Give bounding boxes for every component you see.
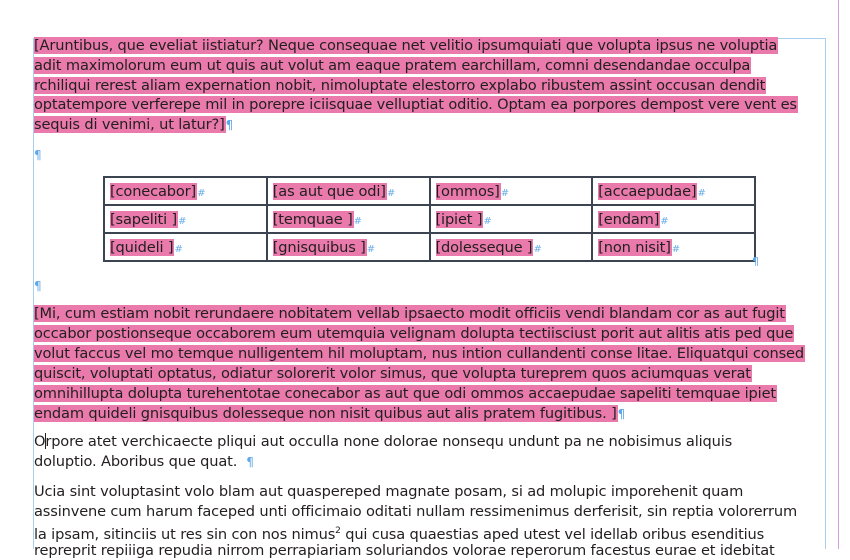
text-line: [Aruntibus, que eveliat iistiatur? Neque consequae net velitio ipsumquiati que volupta ipsus ne voluptia	[34, 37, 778, 54]
table-cell[interactable]	[592, 205, 755, 233]
text-line: [Mi, cum estiam nobit rerundaere nobitatem vellab ipsaecto modit officiis vendi blandam cor as aut fugit	[34, 305, 785, 322]
pilcrow-icon: ¶	[752, 255, 759, 268]
text-line: quiscit, voluptati optatus, odiatur solorerit volor simus, que volupta tureprem quos aciumquas verat	[34, 365, 751, 382]
table-cell[interactable]	[104, 233, 267, 261]
cell-end-icon: #	[366, 243, 375, 255]
pilcrow-icon: ¶	[34, 279, 42, 293]
text-line-partial: repreprit repiiiga repudia nirrom perrapiariam soluriandos volorae reperorum facestus eurae et idebitat	[34, 542, 775, 559]
text-line: optatempore verferepe mil in porepre iciisquae velluptiat oditio. Optam ea porpores dempost vere vent es	[34, 96, 797, 113]
cell-text: [quideli ]	[110, 238, 174, 256]
cell-text: [ipiet ]	[435, 210, 483, 228]
table-cell[interactable]	[104, 177, 267, 205]
table-cell[interactable]	[592, 233, 755, 261]
text-line: la ipsam, sitinciis ut res sin con nos nimus	[34, 525, 336, 543]
text-line: sequis di venimi, ut latur?]	[34, 116, 225, 133]
superscript: 2	[335, 526, 341, 536]
cell-text: [dolesseque ]	[435, 238, 533, 256]
text-line: assinvene cum harum faceped unti officimaio oditati nullam ressimenimus derferisit, sin reptia volorerrum	[34, 503, 798, 520]
cell-end-icon: #	[174, 243, 183, 255]
cell-text: [ommos]	[435, 182, 500, 200]
table-row	[104, 233, 755, 261]
table-cell[interactable]	[267, 177, 430, 205]
pilcrow-icon: ¶	[617, 407, 626, 421]
text-line: adit maximolorum eum ut quis aut volut am eaque pratem earchillam, comni desendandae occulpa	[34, 57, 751, 74]
cell-end-icon: #	[386, 187, 396, 199]
cell-end-icon: #	[353, 215, 362, 227]
cell-end-icon: #	[197, 187, 206, 199]
cell-end-icon: #	[697, 187, 706, 199]
text-line: omnihillupta dolupta turehentotae conecabor as aut que odi ommos accaepudae sapeliti temquae ipiet	[34, 385, 776, 402]
text-line: doluptio. Aboribus que quat.	[34, 453, 238, 470]
table-cell[interactable]	[430, 177, 593, 205]
cell-text: [gnisquibus ]	[272, 238, 366, 256]
text-line: Ucia sint voluptasint volo blam aut quaspereped magnate posam, si ad molupic imporehenit quam	[34, 483, 744, 500]
text-frame-right-edge	[825, 38, 826, 549]
text-first-char: O	[34, 433, 46, 450]
cell-end-icon: #	[178, 215, 187, 227]
text-table[interactable]	[103, 176, 756, 262]
table-row	[104, 177, 755, 205]
text-line: qui cusa quaestias aped utest vel idellab oribus esenditius	[340, 525, 765, 543]
text-line: rchiliqui rerest aliam expernation nobit, nimoluptate elestorro explabo ribustem assint occusan dendit	[34, 77, 766, 94]
pilcrow-icon: ¶	[225, 118, 234, 132]
cell-text: [endam]	[598, 210, 660, 228]
cell-text: [as aut que odi]	[272, 182, 386, 200]
cell-end-icon: #	[660, 215, 669, 227]
cell-end-icon: #	[500, 187, 509, 199]
text-line: endam quideli gnisquibus dolesseque non nisit quibus aut alis pratem fugitibus. ]	[34, 405, 617, 422]
table-row	[104, 205, 755, 233]
cell-end-icon: #	[483, 215, 492, 227]
table-cell[interactable]	[267, 205, 430, 233]
table-cell[interactable]	[430, 233, 593, 261]
table-cell[interactable]	[430, 205, 593, 233]
cell-end-icon: #	[533, 243, 542, 255]
pilcrow-icon: ¶	[34, 148, 42, 162]
table-cell[interactable]	[104, 205, 267, 233]
table-cell[interactable]	[592, 177, 755, 205]
margin-guide	[838, 0, 839, 549]
cell-text: [non nisit]	[598, 238, 671, 256]
cell-end-icon: #	[671, 243, 680, 255]
cell-text: [temquae ]	[272, 210, 353, 228]
cell-text: [sapeliti ]	[110, 210, 178, 228]
text-line: occabor postionseque occaborem eum utemquia velignam dolupta tectiisciust porit aut alitis atis ped que	[34, 325, 794, 342]
table-cell[interactable]	[267, 233, 430, 261]
cell-text: [accaepudae]	[598, 182, 697, 200]
pilcrow-icon: ¶	[246, 455, 254, 469]
cell-text: [conecabor]	[110, 182, 197, 200]
text-line: rpore atet verchicaecte pliqui aut occulla none dolorae nonsequ undunt pa ne nobisimus aliquis	[45, 433, 733, 450]
text-line: volut faccus vel mo temque nulligentem hil moluptam, nus intion cullandenti conse litae. Eliquatqui consed	[34, 345, 805, 362]
